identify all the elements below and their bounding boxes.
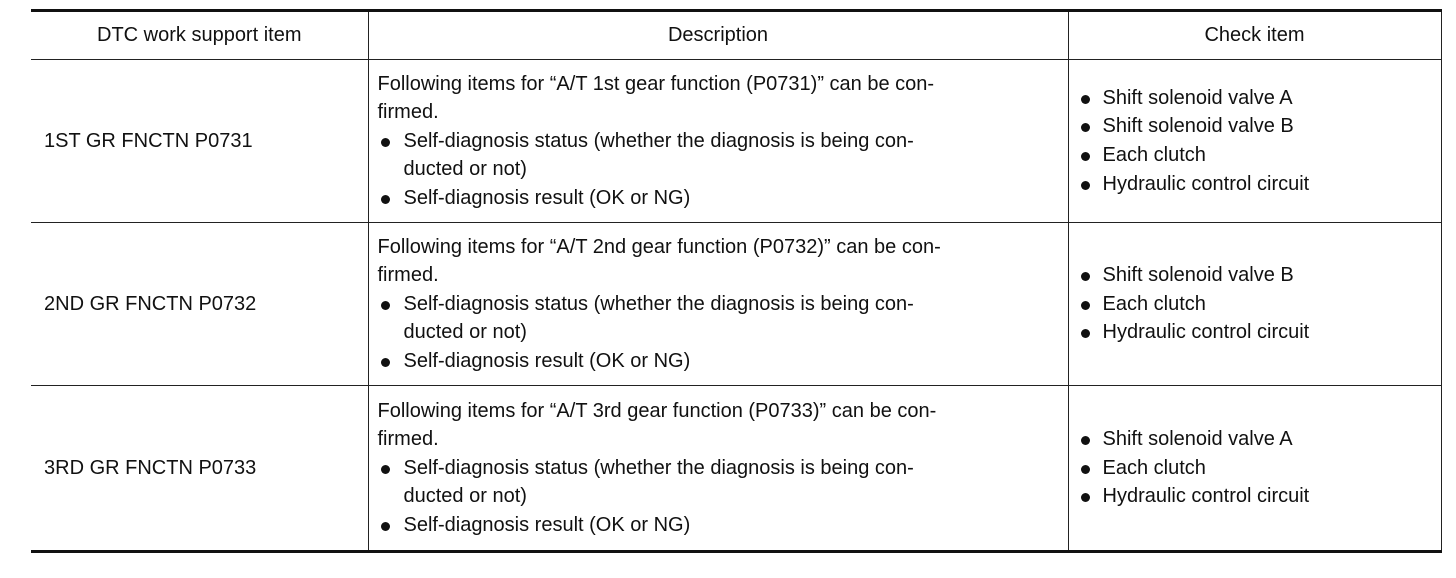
bullet-text: ducted or not) (403, 321, 527, 344)
table-row (31, 223, 1441, 386)
check-item-text: Shift solenoid valve A (1102, 428, 1293, 451)
list-item (1078, 261, 1441, 290)
description-intro (378, 70, 1058, 127)
bullet-icon (381, 522, 390, 531)
check-item-list (1078, 261, 1441, 347)
bullet-icon (381, 301, 390, 310)
header-description: Description (368, 11, 1068, 60)
check-item-list (1078, 84, 1441, 198)
list-item (378, 454, 1058, 511)
description-bullets (378, 454, 1058, 540)
intro-line: Following items for “A/T 2nd gear function (P0732)” can be con- (377, 235, 941, 258)
bullet-icon (1081, 301, 1090, 310)
check-item-cell (1068, 386, 1441, 552)
description-bullets (378, 127, 1058, 213)
bullet-icon (1081, 95, 1090, 104)
bullet-text: ducted or not) (403, 158, 527, 181)
check-item-text: Hydraulic control circuit (1102, 321, 1310, 344)
description-intro (378, 397, 1058, 454)
bullet-icon (1081, 181, 1090, 190)
dtc-item-cell: 2ND GR FNCTN P0732 (31, 223, 368, 386)
bullet-icon (1081, 493, 1090, 502)
intro-line: Following items for “A/T 3rd gear function (P0733)” can be con- (377, 399, 937, 422)
dtc-work-support-table (31, 9, 1442, 553)
list-item (1078, 141, 1441, 170)
check-item-list (1078, 425, 1441, 511)
list-item (1078, 454, 1441, 483)
list-item (378, 127, 1058, 184)
list-item (1078, 318, 1441, 347)
check-item-cell (1068, 223, 1441, 386)
description-bullets (378, 290, 1058, 376)
description-intro (378, 233, 1058, 290)
intro-line: Following items for “A/T 1st gear function (P0731)” can be con- (377, 72, 935, 95)
bullet-icon (1081, 436, 1090, 445)
check-item-text: Hydraulic control circuit (1102, 172, 1310, 195)
table-row (31, 60, 1441, 223)
bullet-text: Self-diagnosis status (whether the diagnosis is being con- (403, 129, 914, 152)
bullet-icon (381, 465, 390, 474)
bullet-text: Self-diagnosis status (whether the diagnosis is being con- (403, 292, 914, 315)
intro-line: firmed. (377, 428, 439, 451)
bullet-icon (1081, 465, 1090, 474)
check-item-text: Shift solenoid valve B (1102, 264, 1294, 287)
bullet-icon (381, 358, 390, 367)
bullet-text: Self-diagnosis result (OK or NG) (403, 186, 691, 209)
header-dtc-work-support-item: DTC work support item (31, 11, 368, 60)
description-cell (368, 386, 1068, 552)
check-item-text: Each clutch (1102, 144, 1206, 166)
table-header-row (31, 11, 1441, 60)
bullet-text: Self-diagnosis result (OK or NG) (403, 349, 691, 372)
list-item (378, 184, 1058, 213)
intro-line: firmed. (377, 101, 439, 124)
check-item-text: Shift solenoid valve B (1102, 115, 1294, 138)
check-item-text: Each clutch (1102, 292, 1206, 315)
dtc-item-cell: 1ST GR FNCTN P0731 (31, 60, 368, 223)
bullet-text: Self-diagnosis status (whether the diagnosis is being con- (403, 456, 914, 479)
check-item-text: Shift solenoid valve A (1102, 86, 1293, 109)
bullet-icon (1081, 152, 1090, 161)
list-item (1078, 425, 1441, 454)
bullet-text: ducted or not) (403, 485, 527, 508)
bullet-icon (381, 195, 390, 204)
check-item-text: Hydraulic control circuit (1102, 485, 1310, 508)
list-item (1078, 170, 1441, 199)
check-item-text: Each clutch (1102, 456, 1206, 479)
intro-line: firmed. (377, 264, 439, 287)
bullet-icon (1081, 272, 1090, 281)
list-item (378, 511, 1058, 540)
list-item (1078, 482, 1441, 511)
bullet-icon (1081, 123, 1090, 132)
bullet-icon (1081, 329, 1090, 338)
list-item (1078, 112, 1441, 141)
list-item (1078, 290, 1441, 319)
description-cell (368, 60, 1068, 223)
table-row (31, 386, 1441, 552)
dtc-item-cell: 3RD GR FNCTN P0733 (31, 386, 368, 552)
bullet-text: Self-diagnosis result (OK or NG) (403, 513, 691, 536)
list-item (378, 347, 1058, 376)
header-check-item: Check item (1068, 11, 1441, 60)
description-cell (368, 223, 1068, 386)
list-item (378, 290, 1058, 347)
check-item-cell (1068, 60, 1441, 223)
list-item (1078, 84, 1441, 113)
bullet-icon (381, 138, 390, 147)
